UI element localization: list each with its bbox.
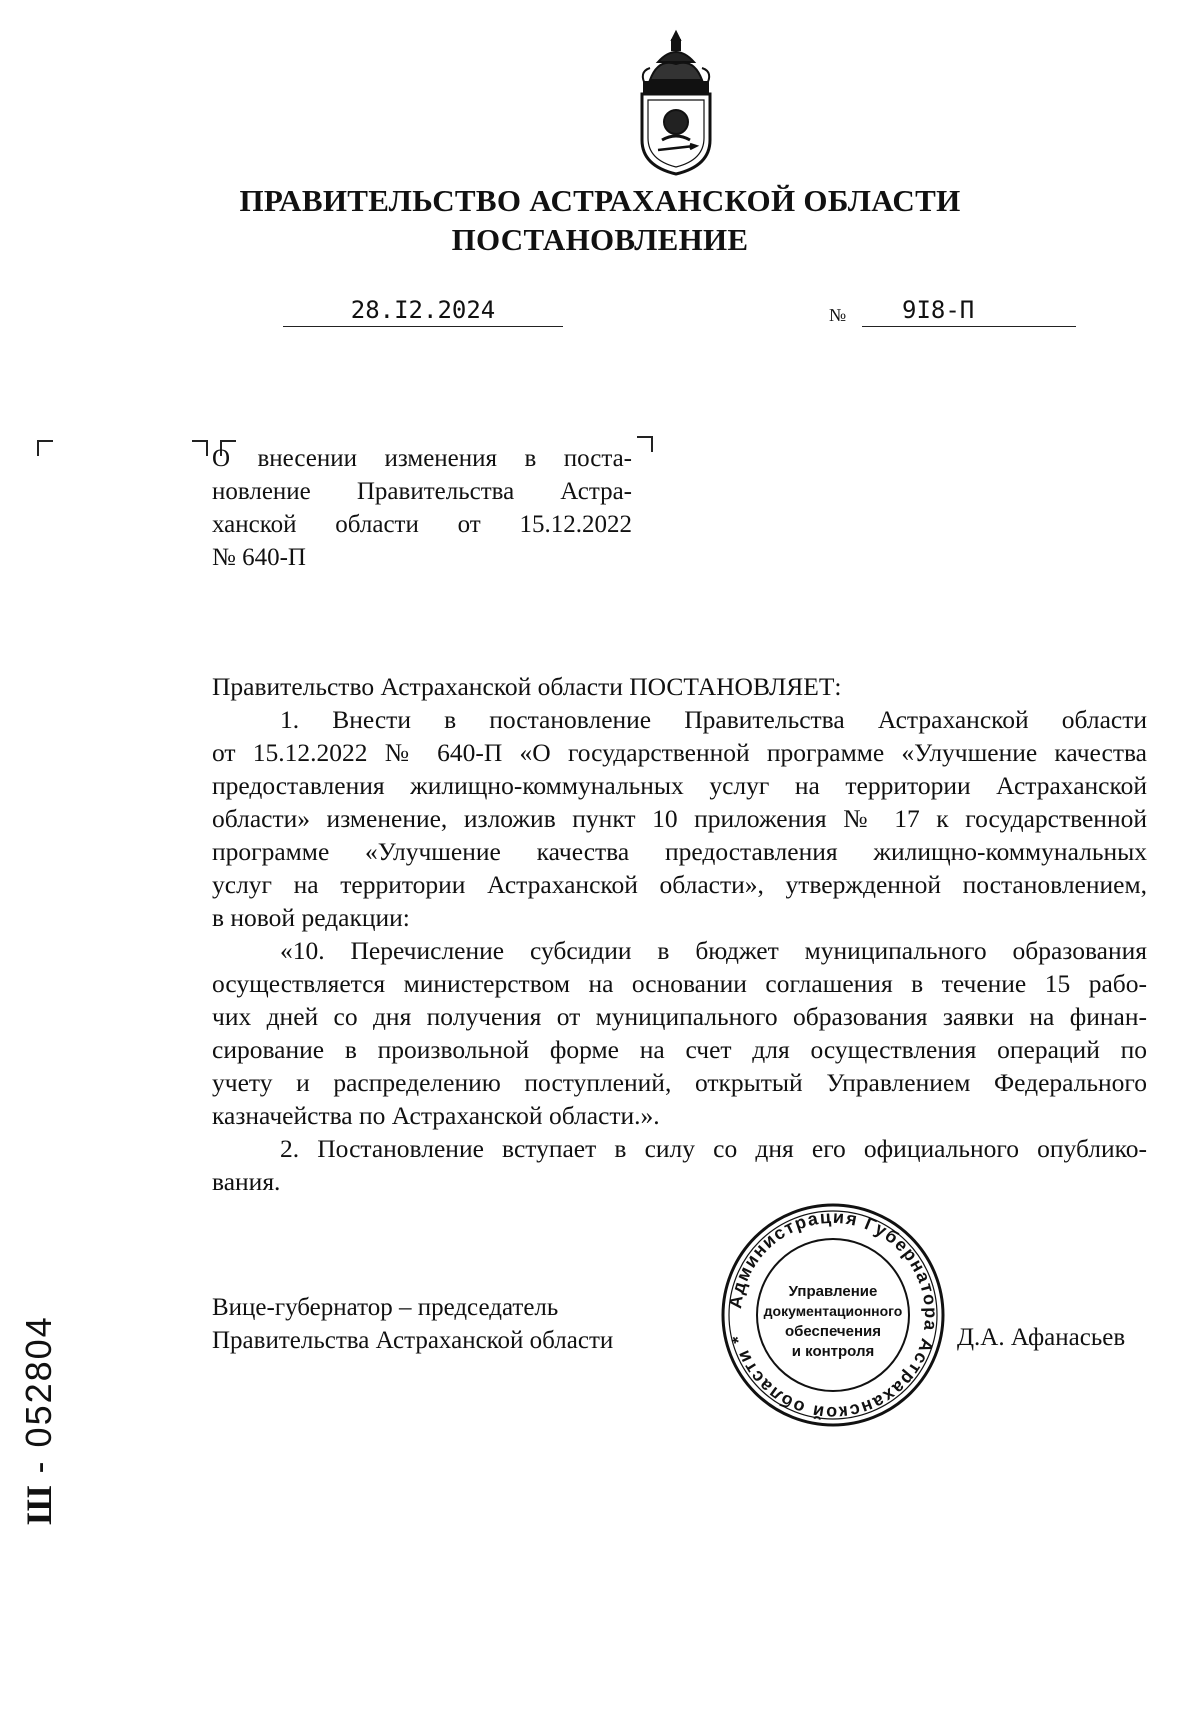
body-line: от 15.12.2022 № 640-П «О государственной программе «Улучшение качества [212, 738, 1147, 767]
signer-position-line: Вице-губернатор – председатель [212, 1294, 559, 1321]
subject-line: новление Правительства Астра- [212, 478, 632, 505]
document-type-title: ПОСТАНОВЛЕНИЕ [451, 222, 749, 257]
document-subject [212, 442, 632, 574]
body-line: предоставления жилищно-коммунальных услуг на территории Астраханской [212, 771, 1147, 800]
body-line: 2. Постановление вступает в силу со дня его официального опублико- [280, 1134, 1147, 1163]
signer-name: Д.А. Афанасьев [957, 1324, 1126, 1351]
svg-text:Управление: Управление [788, 1283, 878, 1300]
body-line: осуществляется министерством на основании соглашения в течение 15 рабо- [212, 969, 1147, 998]
signer-position [212, 1291, 613, 1357]
official-seal [718, 1200, 948, 1430]
corner-mark-inner-left [192, 440, 208, 456]
signer-position-line: Правительства Астраханской области [212, 1327, 614, 1354]
body-line: 1. Внести в постановление Правительства Астраханской области [280, 705, 1147, 734]
coat-of-arms-emblem [628, 28, 724, 178]
svg-text:Администрация Губернатора Астр: Администрация Губернатора Астраханской области * [725, 1206, 942, 1424]
body-line: вания. [212, 1167, 281, 1196]
body-line: сирование в произвольной форме на счет для осуществления операций по [212, 1035, 1147, 1064]
body-preamble: Правительство Астраханской области ПОСТАНОВЛЯЕТ: [212, 672, 842, 701]
body-line: программе «Улучшение качества предоставления жилищно-коммунальных [212, 837, 1147, 866]
svg-text:обеспечения: обеспечения [784, 1323, 882, 1340]
svg-text:документационного: документационного [763, 1303, 903, 1319]
body-line: казначейства по Астраханской области.». [212, 1101, 660, 1130]
body-line: учету и распределению поступлений, открытый Управлением Федерального [212, 1068, 1147, 1097]
serial-number [18, 1315, 60, 1525]
document-number: 9I8-П [862, 294, 1076, 327]
body-line: «10. Перечисление субсидии в бюджет муниципального образования [280, 936, 1147, 965]
serial-separator: - [18, 1447, 59, 1486]
body-line: в новой редакции: [212, 903, 410, 932]
body-line: чих дней со дня получения от муниципального образования заявки на финан- [212, 1002, 1147, 1031]
subject-line: О внесении изменения в поста- [212, 445, 632, 472]
corner-mark-left [37, 440, 53, 456]
body-line: области» изменение, изложив пункт 10 приложения № 17 к государственной [212, 804, 1147, 833]
svg-text:и контроля: и контроля [791, 1343, 875, 1360]
subject-line: № 640-П [212, 544, 306, 571]
subject-line: ханской области от 15.12.2022 [212, 511, 632, 538]
government-title: ПРАВИТЕЛЬСТВО АСТРАХАНСКОЙ ОБЛАСТИ [239, 183, 961, 218]
document-date: 28.I2.2024 [283, 294, 563, 327]
serial-digits: 052804 [18, 1315, 59, 1448]
body-line: услуг на территории Астраханской области», утвержденной постановлением, [212, 870, 1147, 899]
document-body [212, 670, 1147, 1198]
number-sign: № [829, 305, 847, 325]
serial-prefix: Ш [19, 1485, 59, 1525]
corner-mark-right [637, 436, 653, 452]
